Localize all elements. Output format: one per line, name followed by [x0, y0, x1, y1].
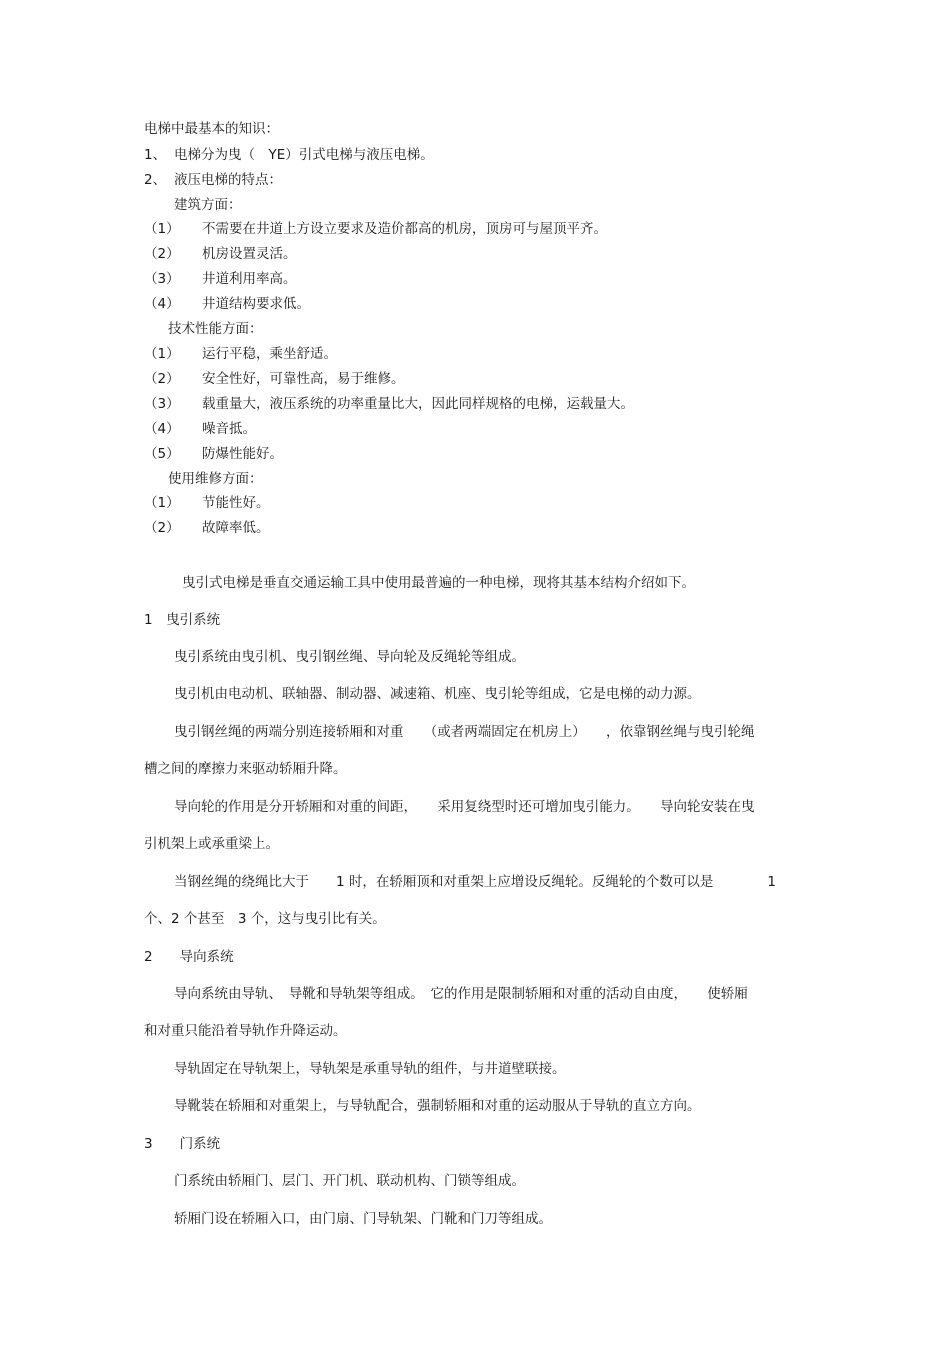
tech-item-number: （1）	[144, 346, 180, 362]
section-1-paragraph: 导向轮的作用是分开轿厢和对重的间距， 采用复绕型时还可增加曳引能力。 导向轮安装在曳	[174, 799, 755, 815]
tech-heading: 技术性能方面：	[168, 321, 263, 337]
arch-item-number: （3）	[144, 271, 180, 287]
tech-item-number: （4）	[144, 421, 180, 437]
tech-item-text: 载重量大，液压系统的功率重量比大，因此同样规格的电梯，运载量大。	[202, 396, 634, 412]
point-2-text: 液压电梯的特点：	[174, 172, 282, 188]
arch-item-text: 机房设置灵活。	[202, 246, 297, 262]
section-1-paragraph: 曳引机由电动机、联轴器、制动器、减速箱、机座、曳引轮等组成，它是电梯的动力源。	[174, 686, 701, 702]
section-1-paragraph: 当钢丝绳的绕绳比大于 1 时，在轿厢顶和对重架上应增设反绳轮。反绳轮的个数可以是 1	[174, 874, 776, 890]
section-1-paragraph: 曳引钢丝绳的两端分别连接轿厢和对重 （或者两端固定在机房上） ，依靠钢丝绳与曳引轮绳	[174, 724, 755, 740]
section-2-heading: 2 导向系统	[144, 949, 234, 965]
maint-item-text: 故障率低。	[202, 520, 270, 536]
section-3-heading: 3 门系统	[144, 1136, 221, 1152]
intro-paragraph: 曳引式电梯是垂直交通运输工具中使用最普遍的一种电梯，现将其基本结构介绍如下。	[182, 575, 695, 591]
arch-heading: 建筑方面：	[174, 197, 242, 213]
tech-item-number: （2）	[144, 371, 180, 387]
arch-item-text: 不需要在井道上方设立要求及造价都高的机房，顶房可与屋顶平齐。	[202, 221, 607, 237]
section-2-paragraph: 导轨固定在导轨架上，导轨架是承重导轨的组件，与井道壁联接。	[174, 1061, 566, 1077]
section-1-paragraph: 引机架上或承重梁上。	[144, 836, 279, 852]
section-1-paragraph: 曳引系统由曳引机、曳引钢丝绳、导向轮及反绳轮等组成。	[174, 649, 525, 665]
point-2-number: 2、	[144, 172, 167, 188]
section-3-paragraph: 轿厢门设在轿厢入口，由门扇、门导轨架、门靴和门刀等组成。	[174, 1211, 552, 1227]
section-1-paragraph: 个、2 个甚至 3 个，这与曳引比有关。	[144, 911, 386, 927]
point-1-text: 电梯分为曳（ YE）引式电梯与液压电梯。	[174, 147, 434, 163]
section-1-heading: 1 曳引系统	[144, 612, 221, 628]
arch-item-number: （4）	[144, 296, 180, 312]
tech-item-text: 运行平稳，乘坐舒适。	[202, 346, 337, 362]
maint-heading: 使用维修方面：	[168, 471, 263, 487]
tech-item-number: （5）	[144, 446, 180, 462]
arch-item-number: （1）	[144, 221, 180, 237]
arch-item-text: 井道结构要求低。	[202, 296, 310, 312]
tech-item-text: 噪音抵。	[202, 421, 256, 437]
section-3-paragraph: 门系统由轿厢门、层门、开门机、联动机构、门锁等组成。	[174, 1173, 525, 1189]
section-2-paragraph: 导靴装在轿厢和对重架上，与导轨配合，强制轿厢和对重的运动服从于导轨的直立方向。	[174, 1098, 701, 1114]
arch-item-text: 井道利用率高。	[202, 271, 297, 287]
section-2-paragraph: 和对重只能沿着导轨作升降运动。	[144, 1023, 347, 1039]
tech-item-text: 防爆性能好。	[202, 446, 283, 462]
point-1-number: 1、	[144, 147, 167, 163]
maint-item-number: （1）	[144, 495, 180, 511]
tech-item-number: （3）	[144, 396, 180, 412]
section-2-paragraph: 导向系统由导轨、 导靴和导轨架等组成。 它的作用是限制轿厢和对重的活动自由度， 使轿厢	[174, 986, 748, 1002]
section-1-paragraph: 槽之间的摩擦力来驱动轿厢升降。	[144, 761, 347, 777]
maint-item-text: 节能性好。	[202, 495, 270, 511]
tech-item-text: 安全性好，可靠性高，易于维修。	[202, 371, 405, 387]
arch-item-number: （2）	[144, 246, 180, 262]
doc-title: 电梯中最基本的知识：	[144, 121, 279, 137]
maint-item-number: （2）	[144, 520, 180, 536]
